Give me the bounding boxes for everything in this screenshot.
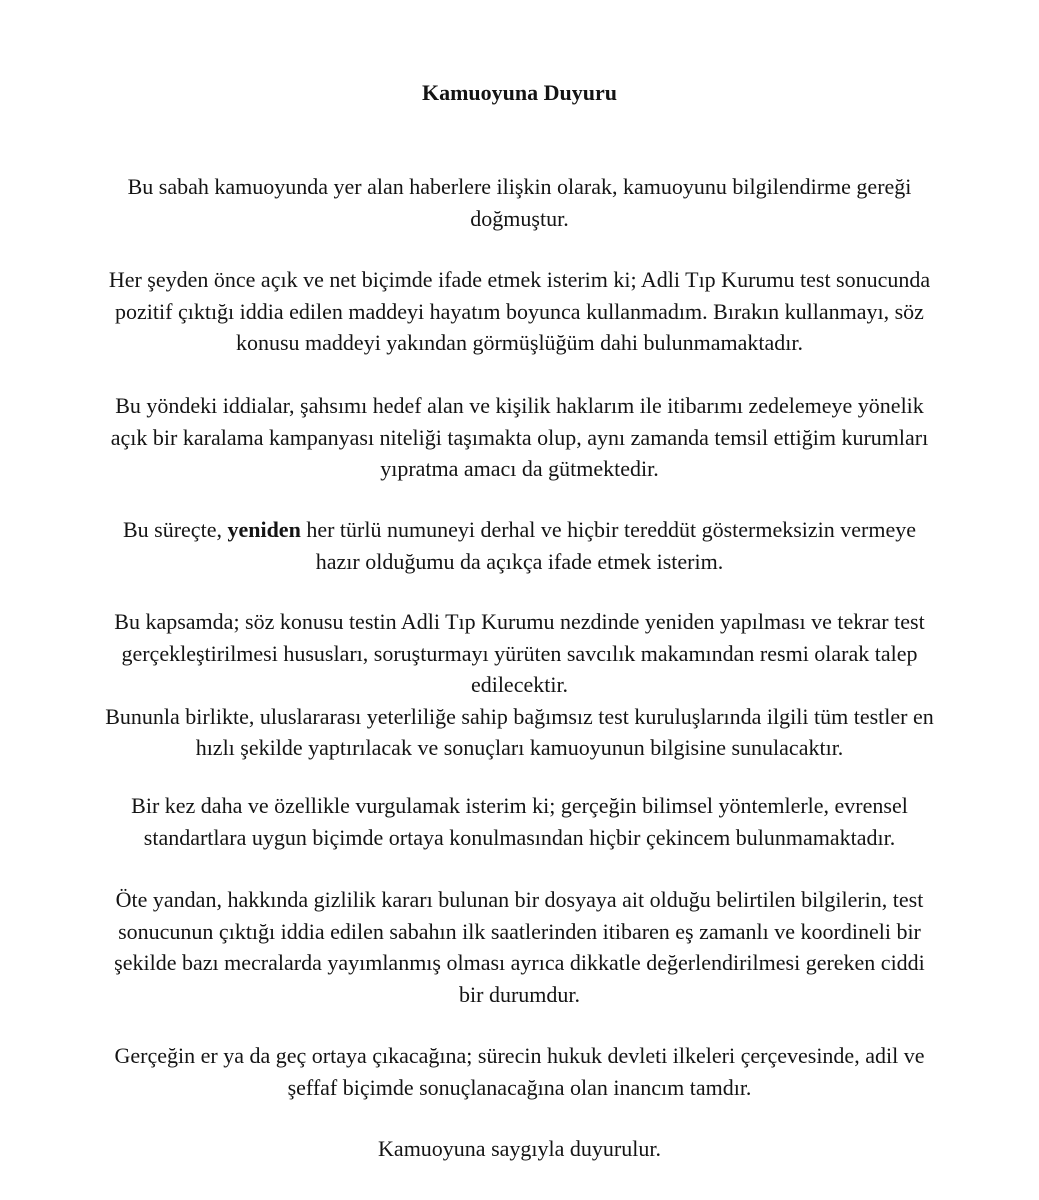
- text-line: bir durumdur.: [459, 981, 580, 1007]
- text-line: Bu yöndeki iddialar, şahsımı hedef alan ve kişilik haklarım ile itibarımı zedelemeye yönelik: [115, 393, 924, 418]
- text-line: hızlı şekilde yaptırılacak ve sonuçları kamuoyunun bilgisine sunulacaktır.: [195, 735, 844, 760]
- text-line: Öte yandan, hakkında gizlilik kararı bulunan bir dosyaya ait olduğu belirtilen bilgilerin, test: [115, 887, 924, 912]
- paragraph-emphasis: [30, 790, 1009, 853]
- text-line: şeffaf biçimde sonuçlanacağına olan inancım tamdır.: [287, 1074, 752, 1100]
- text-line: edilecektir.: [470, 672, 569, 697]
- text-line: Bu kapsamda; söz konusu testin Adli Tıp Kurumu nezdinde yeniden yapılması ve tekrar test: [114, 609, 925, 634]
- paragraph-sample-readiness: [30, 514, 1009, 577]
- text-line: Kamuoyuna saygıyla duyurulur.: [378, 1136, 661, 1161]
- paragraph-intro: [30, 171, 1009, 234]
- text-line: yıpratma amacı da gütmektedir.: [380, 456, 659, 481]
- text-line: standartlara uygun biçimde ortaya konulmasından hiçbir çekincem bulunmamaktadır.: [143, 824, 896, 850]
- paragraph-allegations: [30, 390, 1009, 485]
- text-segment: Bu süreçte,: [122, 517, 228, 542]
- text-line: pozitif çıktığı iddia edilen maddeyi hayatım boyunca kullanmadım. Bırakın kullanmayı, söz: [115, 298, 924, 324]
- emphasis-text: yeniden: [227, 517, 301, 542]
- text-line: [30, 514, 1009, 546]
- text-line: Gerçeğin er ya da geç ortaya çıkacağına; sürecin hukuk devleti ilkeleri çerçevesinde, adil ve: [114, 1043, 925, 1068]
- paragraph-closing: [30, 1133, 1009, 1165]
- text-line: Bu sabah kamuoyunda yer alan haberlere ilişkin olarak, kamuoyunu bilgilendirme gereği: [127, 174, 912, 199]
- text-line: Bununla birlikte, uluslararası yeterliliğe sahip bağımsız test kuruluşlarında ilgili tüm testler en: [105, 703, 934, 729]
- text-line: Bir kez daha ve özellikle vurgulamak isterim ki; gerçeğin bilimsel yöntemlerle, evrensel: [131, 793, 908, 818]
- text-line: doğmuştur.: [470, 205, 569, 231]
- paragraph-leak: [30, 884, 1009, 1010]
- paragraph-belief: [30, 1040, 1009, 1103]
- paragraph-retest: [30, 606, 1009, 764]
- text-line: Her şeyden önce açık ve net biçimde ifade etmek isterim ki; Adli Tıp Kurumu test sonucunda: [108, 267, 931, 292]
- text-segment: her türlü numuneyi derhal ve hiçbir tereddüt göstermeksizin vermeye: [300, 517, 916, 542]
- text-line: hazır olduğumu da açıkça ifade etmek isterim.: [315, 548, 724, 574]
- text-line: şekilde bazı mecralarda yayımlanmış olması ayrıca dikkatle değerlendirilmesi gereken ciddi: [114, 950, 925, 975]
- text-line: sonucunun çıktığı iddia edilen sabahın ilk saatlerinden itibaren eş zamanlı ve koordineli bir: [118, 918, 921, 944]
- document-title: Kamuoyuna Duyuru: [421, 80, 617, 105]
- text-line: gerçekleştirilmesi hususları, soruşturmayı yürüten savcılık makamından resmi olarak talep: [121, 640, 918, 666]
- text-line: açık bir karalama kampanyası niteliği taşımakta olup, aynı zamanda temsil ettiğim kurumları: [110, 424, 929, 450]
- paragraph-denial: [30, 264, 1009, 359]
- text-line: konusu maddeyi yakından görmüşlüğüm dahi bulunmamaktadır.: [235, 330, 804, 355]
